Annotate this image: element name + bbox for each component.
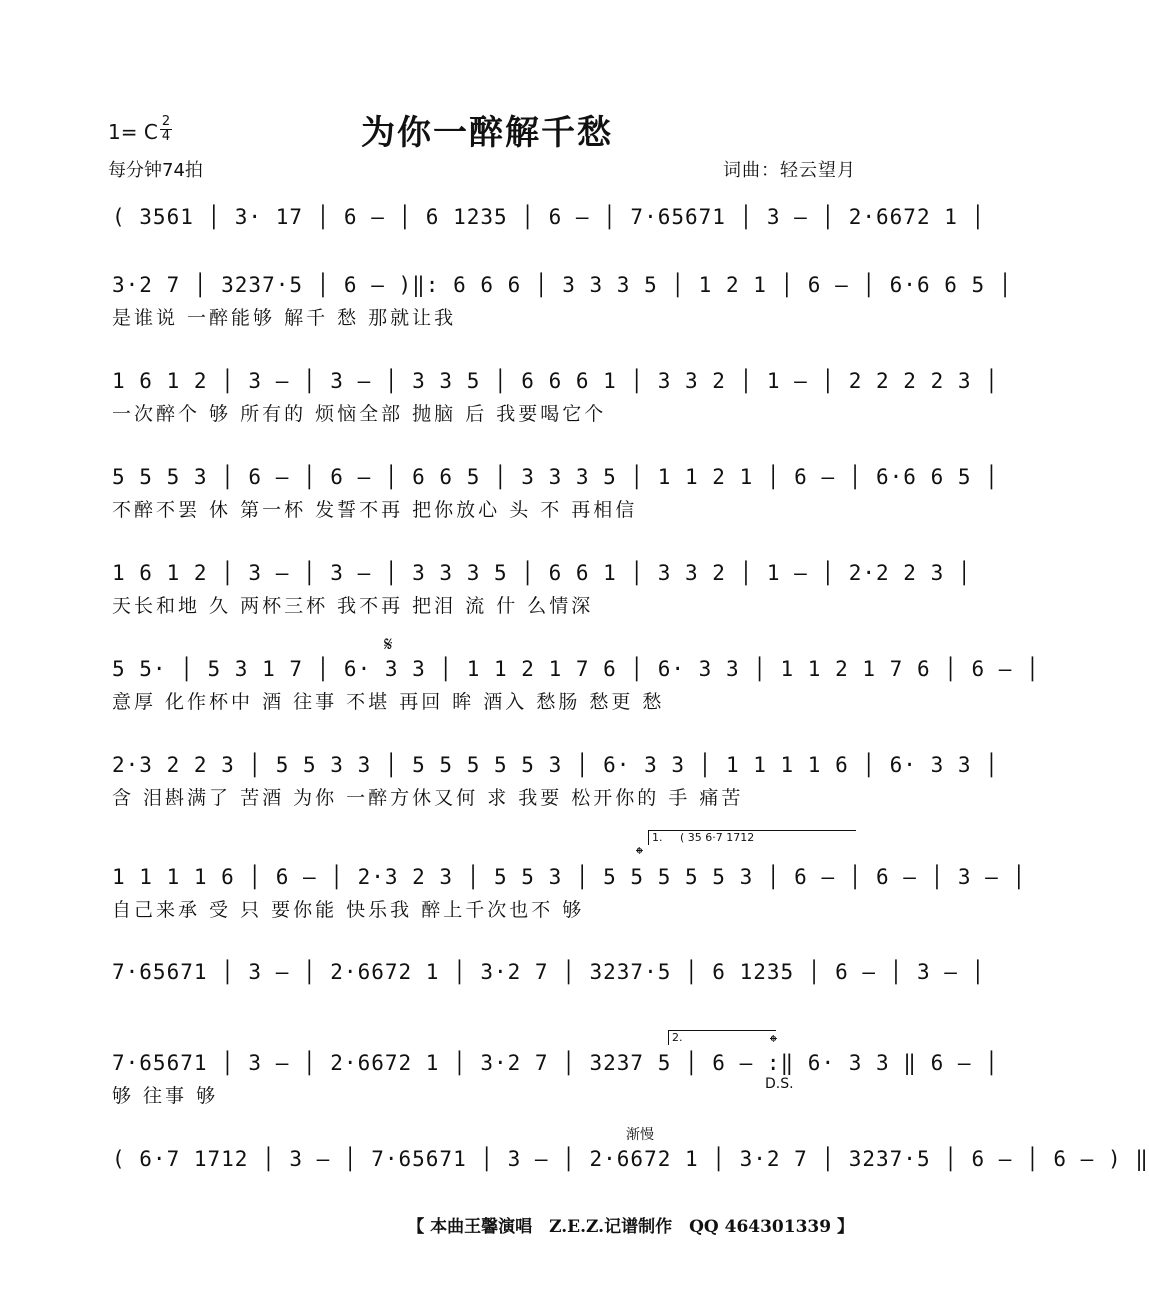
lyric-line: 意厚 化作杯中 酒 往事 不堪 再回 眸 酒入 愁肠 愁更 愁 (112, 691, 665, 713)
meter-bottom: 4 (161, 129, 171, 144)
footer-credit: 【 本曲王馨演唱 Z.E.Z.记谱制作 QQ 464301339 】 (407, 1217, 854, 1237)
coda-sign: 𝄌 (636, 842, 643, 866)
notation-line: 1 6 1 2 │ 3 — │ 3 — │ 3 3 5 │ 6 6 6 1 │ 3 3 2 │ 1 — │ 2 2 2 2 3 │ (112, 369, 999, 393)
first-ending-label: 1. (652, 831, 663, 844)
notation-line: 7·65671 │ 3 — │ 2·6672 1 │ 3·2 7 │ 3237·5 │ 6 1235 │ 6 — │ 3 — │ (112, 960, 986, 984)
notation-line: ( 6·7 1712 │ 3 — │ 7·65671 │ 3 — │ 2·6672 1 │ 3·2 7 │ 3237·5 │ 6 — │ 6 — ) ‖ (112, 1147, 1149, 1171)
notation-line: 1 6 1 2 │ 3 — │ 3 — │ 3 3 3 5 │ 6 6 1 │ 3 3 2 │ 1 — │ 2·2 2 3 │ (112, 561, 972, 585)
second-ending-bracket (668, 1030, 776, 1045)
notation-line: 5 5 5 3 │ 6 — │ 6 — │ 6 6 5 │ 3 3 3 5 │ 1 1 2 1 │ 6 — │ 6·6 6 5 │ (112, 465, 999, 489)
notation-line: 1 1 1 1 6 │ 6 — │ 2·3 2 3 │ 5 5 3 │ 5 5 5 5 5 3 │ 6 — │ 6 — │ 3 — │ (112, 865, 1027, 889)
lyric-line: 自己来承 受 只 要你能 快乐我 醉上千次也不 够 (112, 899, 585, 921)
lyric-line: 不醉不罢 休 第一杯 发誓不再 把你放心 头 不 再相信 (112, 499, 638, 521)
notation-line: 5 5· │ 5 3 1 7 │ 6· 3 3 │ 1 1 2 1 7 6 │ 6· 3 3 │ 1 1 2 1 7 6 │ 6 — │ (112, 657, 1040, 681)
lyric-line (112, 1178, 862, 1206)
time-signature (160, 115, 172, 144)
lyric-line: 够 往事 够 (112, 1085, 219, 1107)
lyric-line: 含 泪斟满了 苦酒 为你 一醉方休又何 求 我要 松开你的 手 痛苦 (112, 787, 744, 809)
notation-line: 7·65671 │ 3 — │ 2·6672 1 │ 3·2 7 │ 3237 5 │ 6 — :‖ 6· 3 3 ‖ 6 — │ (112, 1051, 999, 1075)
lyric-line (112, 236, 862, 264)
first-ending-phrase: ( 35 6·7 1712 (680, 831, 755, 844)
lyric-line (112, 991, 862, 1019)
page-title: 为你一醉解千愁 (361, 113, 613, 153)
coda-sign-2: 𝄌 (770, 1030, 777, 1054)
ritardando-mark: 渐慢 (626, 1127, 654, 1143)
first-ending-bracket (648, 830, 856, 845)
notation-line: ( 3561 │ 3· 17 │ 6 — │ 6 1235 │ 6 — │ 7·65671 │ 3 — │ 2·6672 1 │ (112, 205, 986, 229)
dal-segno-mark: D.S. (765, 1076, 794, 1092)
lyric-line: 天长和地 久 两杯三杯 我不再 把泪 流 什 么情深 (112, 595, 594, 617)
notation-line: 3·2 7 │ 3237·5 │ 6 — )‖: 6 6 6 │ 3 3 3 5 │ 1 2 1 │ 6 — │ 6·6 6 5 │ (112, 273, 1013, 297)
segno-sign: 𝄋 (384, 632, 393, 656)
key-signature: 1= C (108, 120, 158, 144)
lyric-line: 是谁说 一醉能够 解千 愁 那就让我 (112, 307, 457, 329)
second-ending-label: 2. (672, 1031, 683, 1044)
lyric-line: 一次醉个 够 所有的 烦恼全部 抛脑 后 我要喝它个 (112, 403, 607, 425)
tempo-marking: 每分钟74拍 (108, 160, 203, 181)
notation-line: 2·3 2 2 3 │ 5 5 3 3 │ 5 5 5 5 5 3 │ 6· 3 3 │ 1 1 1 1 6 │ 6· 3 3 │ (112, 753, 999, 777)
meter-top: 2 (161, 114, 171, 129)
composer-credit: 词曲：轻云望月 (723, 160, 856, 181)
